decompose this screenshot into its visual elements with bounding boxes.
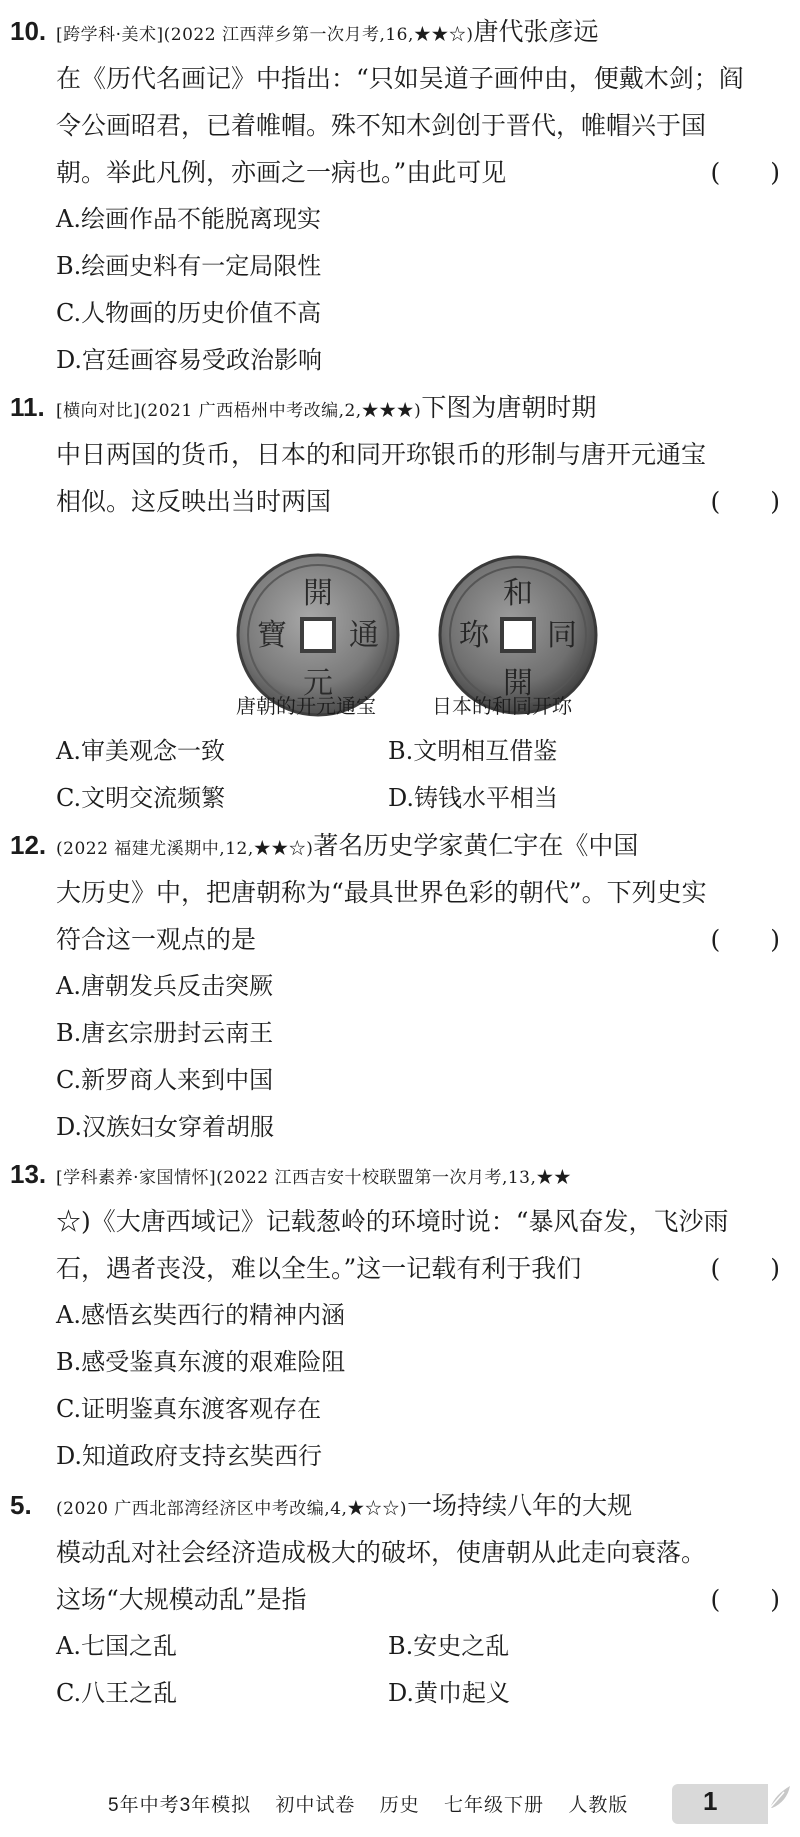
option-row (10, 775, 780, 822)
footer-book: 初中试卷 (275, 1795, 356, 1816)
question-number: 13. (10, 1159, 47, 1189)
question-text: 下图为唐朝时期 (421, 393, 597, 422)
question-source: [跨学科·美术](2022 江西萍乡第一次月考,16,★★☆) (56, 25, 474, 45)
footer-text (108, 1790, 646, 1817)
coin-character: 珎 (459, 618, 489, 653)
option-c[interactable]: C.人物画的历史价值不高 (56, 299, 322, 327)
question-text: 模动乱对社会经济造成极大的破坏，使唐朝从此走向衰落。 (56, 1538, 707, 1567)
question-text-last (10, 1576, 780, 1623)
footer-series: 5年中考3年模拟 (108, 1795, 252, 1816)
question-text: 著名历史学家黄仁宇在《中国 (313, 831, 639, 860)
question-number: 12. (10, 830, 47, 860)
question-text: 在《历代名画记》中指出：“只如吴道子画仲由，便戴木剑；阎 (56, 64, 744, 93)
option-row (10, 1623, 780, 1670)
option-a[interactable]: A.唐朝发兵反击突厥 (56, 972, 273, 1000)
question-10 (10, 8, 780, 384)
coin-character: 和 (503, 576, 533, 611)
question-text: ☆)《大唐西域记》记载葱岭的环境时说：“暴风奋发，飞沙雨 (56, 1207, 729, 1236)
question-11-line-1 (10, 384, 780, 431)
footer-edition: 人教版 (568, 1795, 629, 1816)
question-text: 这场“大规模动乱”是指 (56, 1585, 307, 1614)
coin-character: 通 (349, 618, 379, 653)
option-d[interactable]: D.汉族妇女穿着胡服 (56, 1113, 275, 1141)
option-c[interactable]: C.证明鉴真东渡客观存在 (56, 1395, 322, 1423)
option-row (10, 728, 780, 775)
question-text: 一场持续八年的大规 (407, 1491, 633, 1520)
question-number: 10. (10, 16, 47, 46)
question-13-line-1 (10, 1151, 780, 1198)
question-text-last (10, 478, 780, 525)
coin-character: 元 (303, 666, 333, 701)
question-text: 大历史》中，把唐朝称为“最具世界色彩的朝代”。下列史实 (56, 878, 707, 907)
option-b[interactable]: B.安史之乱 (388, 1632, 510, 1660)
option-b[interactable]: B.绘画史料有一定局限性 (56, 252, 322, 280)
answer-blank[interactable]: ( ) (710, 1585, 780, 1614)
answer-blank[interactable]: ( ) (710, 1254, 780, 1283)
coin-caption-left: 唐朝的开元通宝 (236, 694, 376, 718)
question-5-line-1 (10, 1482, 780, 1529)
page-footer (0, 1780, 800, 1828)
option-d[interactable]: D.知道政府支持玄奘西行 (56, 1442, 323, 1470)
question-12 (10, 822, 780, 1151)
question-text: 唐代张彦远 (473, 17, 599, 46)
question-text-last (10, 149, 780, 196)
option-d[interactable]: D.黄巾起义 (388, 1679, 511, 1707)
option-row (10, 1670, 780, 1717)
coin-character: 寶 (257, 618, 287, 653)
footer-subject: 历史 (379, 1795, 420, 1816)
question-source: [学科素养·家国情怀](2022 江西吉安十校联盟第一次月考,13,★★ (56, 1168, 572, 1188)
option-c[interactable]: C.新罗商人来到中国 (56, 1066, 274, 1094)
page-number: 1 (703, 1786, 718, 1816)
question-number: 5. (10, 1490, 32, 1520)
footer-grade: 七年级下册 (444, 1795, 545, 1816)
question-11 (10, 384, 780, 525)
option-b[interactable]: B.唐玄宗册封云南王 (56, 1019, 274, 1047)
answer-blank[interactable]: ( ) (710, 925, 780, 954)
question-text-last (10, 916, 780, 963)
question-text: 朝。举此凡例，亦画之一病也。”由此可见 (56, 158, 507, 187)
question-source: (2020 广西北部湾经济区中考改编,4,★☆☆) (56, 1499, 408, 1519)
option-c[interactable]: C.文明交流频繁 (56, 784, 226, 812)
coin-character: 同 (547, 618, 577, 653)
option-a[interactable]: A.七国之乱 (56, 1632, 177, 1660)
option-b[interactable]: B.感受鉴真东渡的艰难险阻 (56, 1348, 346, 1376)
question-12-line-1 (10, 822, 780, 869)
leaf-icon (766, 1782, 794, 1812)
question-text: 符合这一观点的是 (56, 925, 257, 954)
option-a[interactable]: A.感悟玄奘西行的精神内涵 (56, 1301, 345, 1329)
page-number-tab (672, 1784, 768, 1824)
answer-blank[interactable]: ( ) (710, 158, 780, 187)
question-13 (10, 1151, 780, 1480)
coin-caption-right: 日本的和同开珎 (432, 694, 572, 718)
option-a[interactable]: A.审美观念一致 (56, 737, 225, 765)
option-a[interactable]: A.绘画作品不能脱离现实 (56, 205, 321, 233)
answer-blank[interactable]: ( ) (710, 487, 780, 516)
question-number: 11. (10, 392, 45, 422)
question-5 (10, 1482, 780, 1717)
question-source: [横向对比](2021 广西梧州中考改编,2,★★★) (56, 401, 422, 421)
question-text: 相似。这反映出当时两国 (56, 487, 332, 516)
question-source: (2022 福建尤溪期中,12,★★☆) (56, 839, 314, 859)
question-text: 中日两国的货币，日本的和同开珎银币的形制与唐开元通宝 (56, 440, 707, 469)
option-d[interactable]: D.宫廷画容易受政治影响 (56, 346, 323, 374)
question-text: 令公画昭君，已着帷帽。殊不知木剑创于晋代，帷帽兴于国 (56, 111, 707, 140)
question-text-last (10, 1245, 780, 1292)
question-11-options (10, 728, 780, 822)
option-d[interactable]: D.铸钱水平相当 (388, 784, 559, 812)
coin-character: 開 (303, 576, 333, 611)
question-10-line-1 (10, 8, 780, 55)
option-c[interactable]: C.八王之乱 (56, 1679, 178, 1707)
question-text: 石，遇者丧没，难以全生。”这一记载有利于我们 (56, 1254, 582, 1283)
coin-character: 開 (503, 666, 533, 701)
option-b[interactable]: B.文明相互借鉴 (388, 737, 558, 765)
